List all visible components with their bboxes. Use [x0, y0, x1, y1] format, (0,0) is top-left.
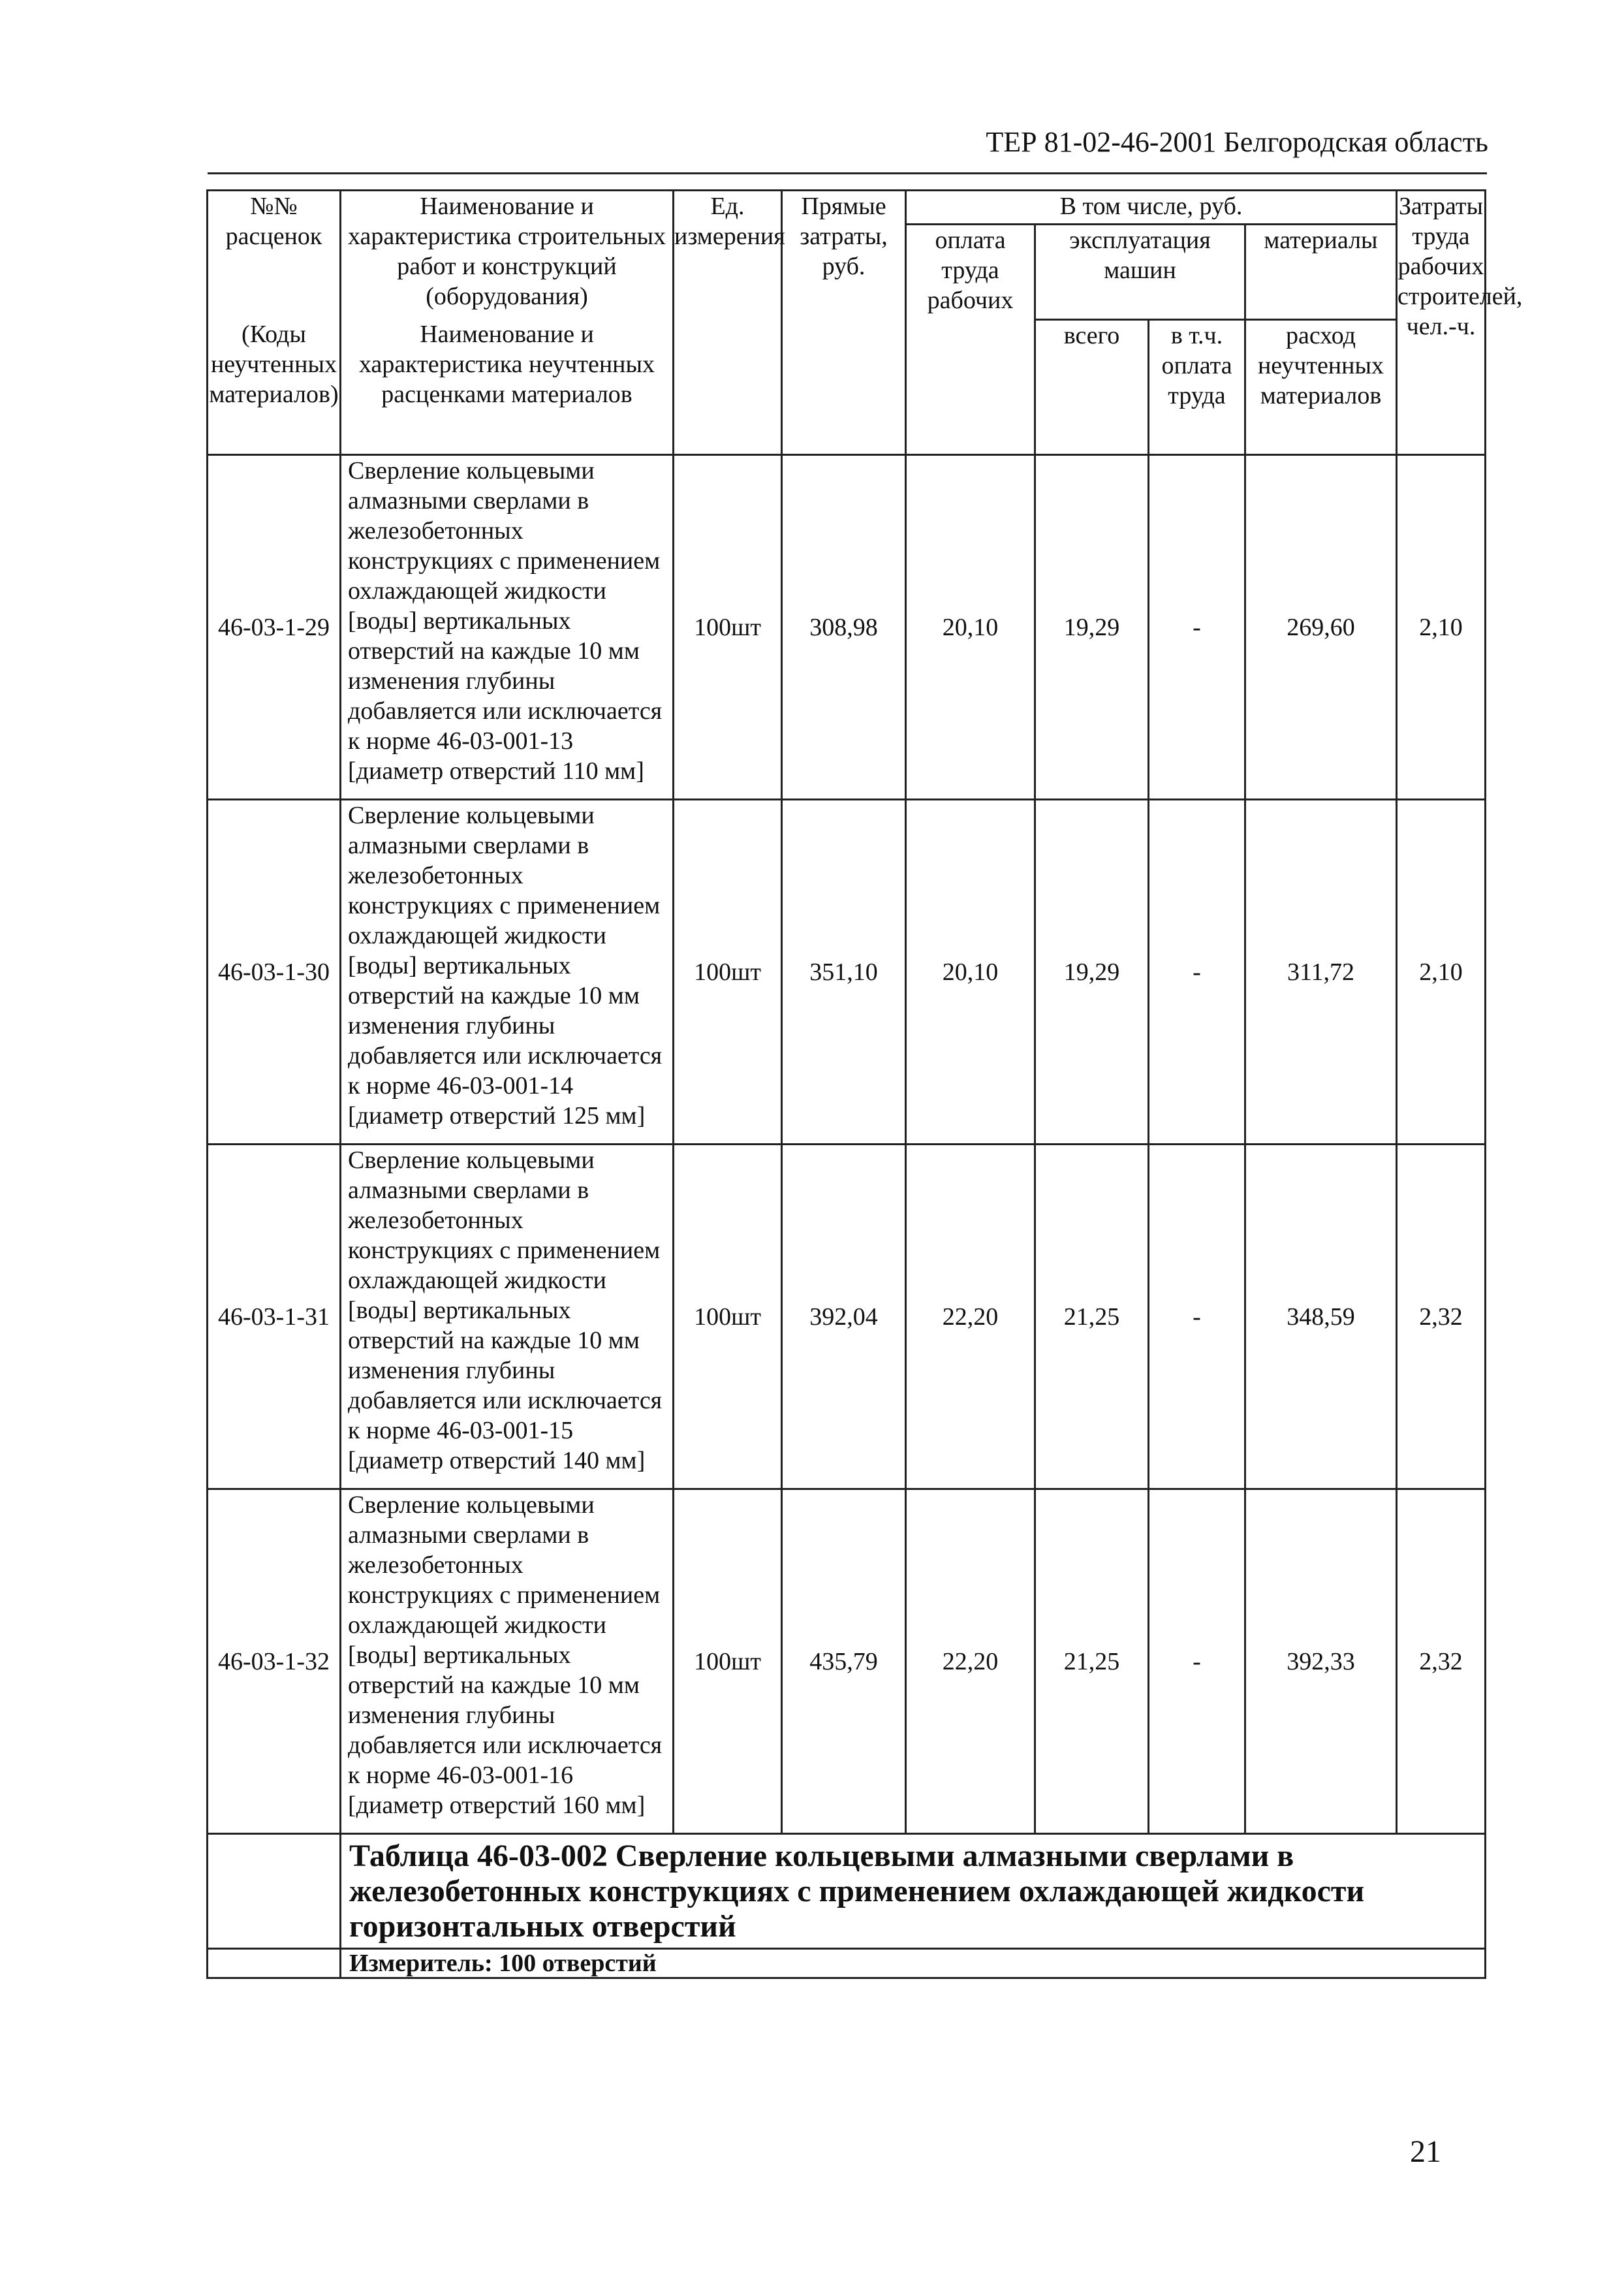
col-header-machines-total: всего — [1035, 319, 1149, 455]
col-header-rate-number: №№ расценок — [208, 191, 341, 320]
work-description: Сверление кольцевыми алмазными сверлами в железобетонных конструкциях с применением охлаждающей жидкости [воды] вертикальных отверстий на каждые 10 мм изменения глубины добавляется или исключается к норме 46-03-001-14 [диаметр отверстий 125 мм] — [341, 800, 674, 1145]
machines-labor-cell: - — [1149, 1145, 1245, 1489]
labor-hours-cell: 2,10 — [1397, 455, 1486, 800]
col-header-direct-costs: Прямые затраты, руб. — [782, 191, 906, 455]
labor-hours-cell: 2,32 — [1397, 1145, 1486, 1489]
document-header: ТЕР 81-02-46-2001 Белгородская область — [986, 126, 1488, 158]
unit-cell: 100шт — [674, 455, 782, 800]
unit-cell: 100шт — [674, 1489, 782, 1834]
meter-left-cell — [208, 1949, 341, 1978]
col-header-materials: материалы — [1245, 225, 1397, 320]
labor-pay-cell: 20,10 — [906, 455, 1035, 800]
col-header-labor-pay: оплата труда рабочих — [906, 225, 1035, 455]
col-header-unit: Ед. измерения — [674, 191, 782, 455]
machines-labor-cell: - — [1149, 1489, 1245, 1834]
machines-total-cell: 21,25 — [1035, 1145, 1149, 1489]
labor-hours-cell: 2,10 — [1397, 800, 1486, 1145]
col-header-materials-unaccounted: расход неучтенных материалов — [1245, 319, 1397, 455]
work-description: Сверление кольцевыми алмазными сверлами в железобетонных конструкциях с применением охлаждающей жидкости [воды] вертикальных отверстий на каждые 10 мм изменения глубины добавляется или исключается к норме 46-03-001-13 [диаметр отверстий 110 мм] — [341, 455, 674, 800]
table-meter: Измеритель: 100 отверстий — [341, 1949, 1486, 1978]
rate-code: 46-03-1-29 — [208, 455, 341, 800]
col-header-unaccounted-codes: (Коды неучтенных материалов) — [208, 319, 341, 455]
machines-total-cell: 19,29 — [1035, 455, 1149, 800]
direct-costs-cell: 351,10 — [782, 800, 906, 1145]
col-header-work-name: Наименование и характеристика строительных работ и конструкций (оборудования) — [341, 191, 674, 320]
direct-costs-cell: 308,98 — [782, 455, 906, 800]
rate-code: 46-03-1-31 — [208, 1145, 341, 1489]
labor-hours-cell: 2,32 — [1397, 1489, 1486, 1834]
table-title-left-cell — [208, 1834, 341, 1949]
work-description: Сверление кольцевыми алмазными сверлами в железобетонных конструкциях с применением охлаждающей жидкости [воды] вертикальных отверстий на каждые 10 мм изменения глубины добавляется или исключается к норме 46-03-001-15 [диаметр отверстий 140 мм] — [341, 1145, 674, 1489]
materials-cell: 392,33 — [1245, 1489, 1397, 1834]
unit-cell: 100шт — [674, 1145, 782, 1489]
labor-pay-cell: 22,20 — [906, 1489, 1035, 1834]
labor-pay-cell: 20,10 — [906, 800, 1035, 1145]
rate-code: 46-03-1-30 — [208, 800, 341, 1145]
col-header-including: В том числе, руб. — [906, 191, 1397, 225]
rate-code: 46-03-1-32 — [208, 1489, 341, 1834]
header-rule — [208, 172, 1487, 174]
table-row — [208, 800, 1486, 1145]
direct-costs-cell: 435,79 — [782, 1489, 906, 1834]
work-description: Сверление кольцевыми алмазными сверлами в железобетонных конструкциях с применением охлаждающей жидкости [воды] вертикальных отверстий на каждые 10 мм изменения глубины добавляется или исключается к норме 46-03-001-16 [диаметр отверстий 160 мм] — [341, 1489, 674, 1834]
col-header-machines-labor: в т.ч. оплата труда — [1149, 319, 1245, 455]
table-row — [208, 1489, 1486, 1834]
rates-table — [206, 189, 1523, 1979]
labor-pay-cell: 22,20 — [906, 1145, 1035, 1489]
machines-labor-cell: - — [1149, 800, 1245, 1145]
machines-labor-cell: - — [1149, 455, 1245, 800]
table-row — [208, 455, 1486, 800]
col-header-labor-cost: Затраты труда рабочих строителей, чел.-ч. — [1397, 191, 1486, 455]
col-header-unaccounted-name: Наименование и характеристика неучтенных расценками материалов — [341, 319, 674, 455]
page-number: 21 — [1410, 2134, 1441, 2169]
machines-total-cell: 19,29 — [1035, 800, 1149, 1145]
table-title: Таблица 46-03-002 Сверление кольцевыми алмазными сверлами в железобетонных конструкциях с применением охлаждающей жидкости горизонтальных отверстий — [341, 1834, 1486, 1949]
direct-costs-cell: 392,04 — [782, 1145, 906, 1489]
table-row — [208, 1145, 1486, 1489]
unit-cell: 100шт — [674, 800, 782, 1145]
materials-cell: 311,72 — [1245, 800, 1397, 1145]
materials-cell: 348,59 — [1245, 1145, 1397, 1489]
materials-cell: 269,60 — [1245, 455, 1397, 800]
col-header-machines: эксплуатация машин — [1035, 225, 1245, 320]
machines-total-cell: 21,25 — [1035, 1489, 1149, 1834]
